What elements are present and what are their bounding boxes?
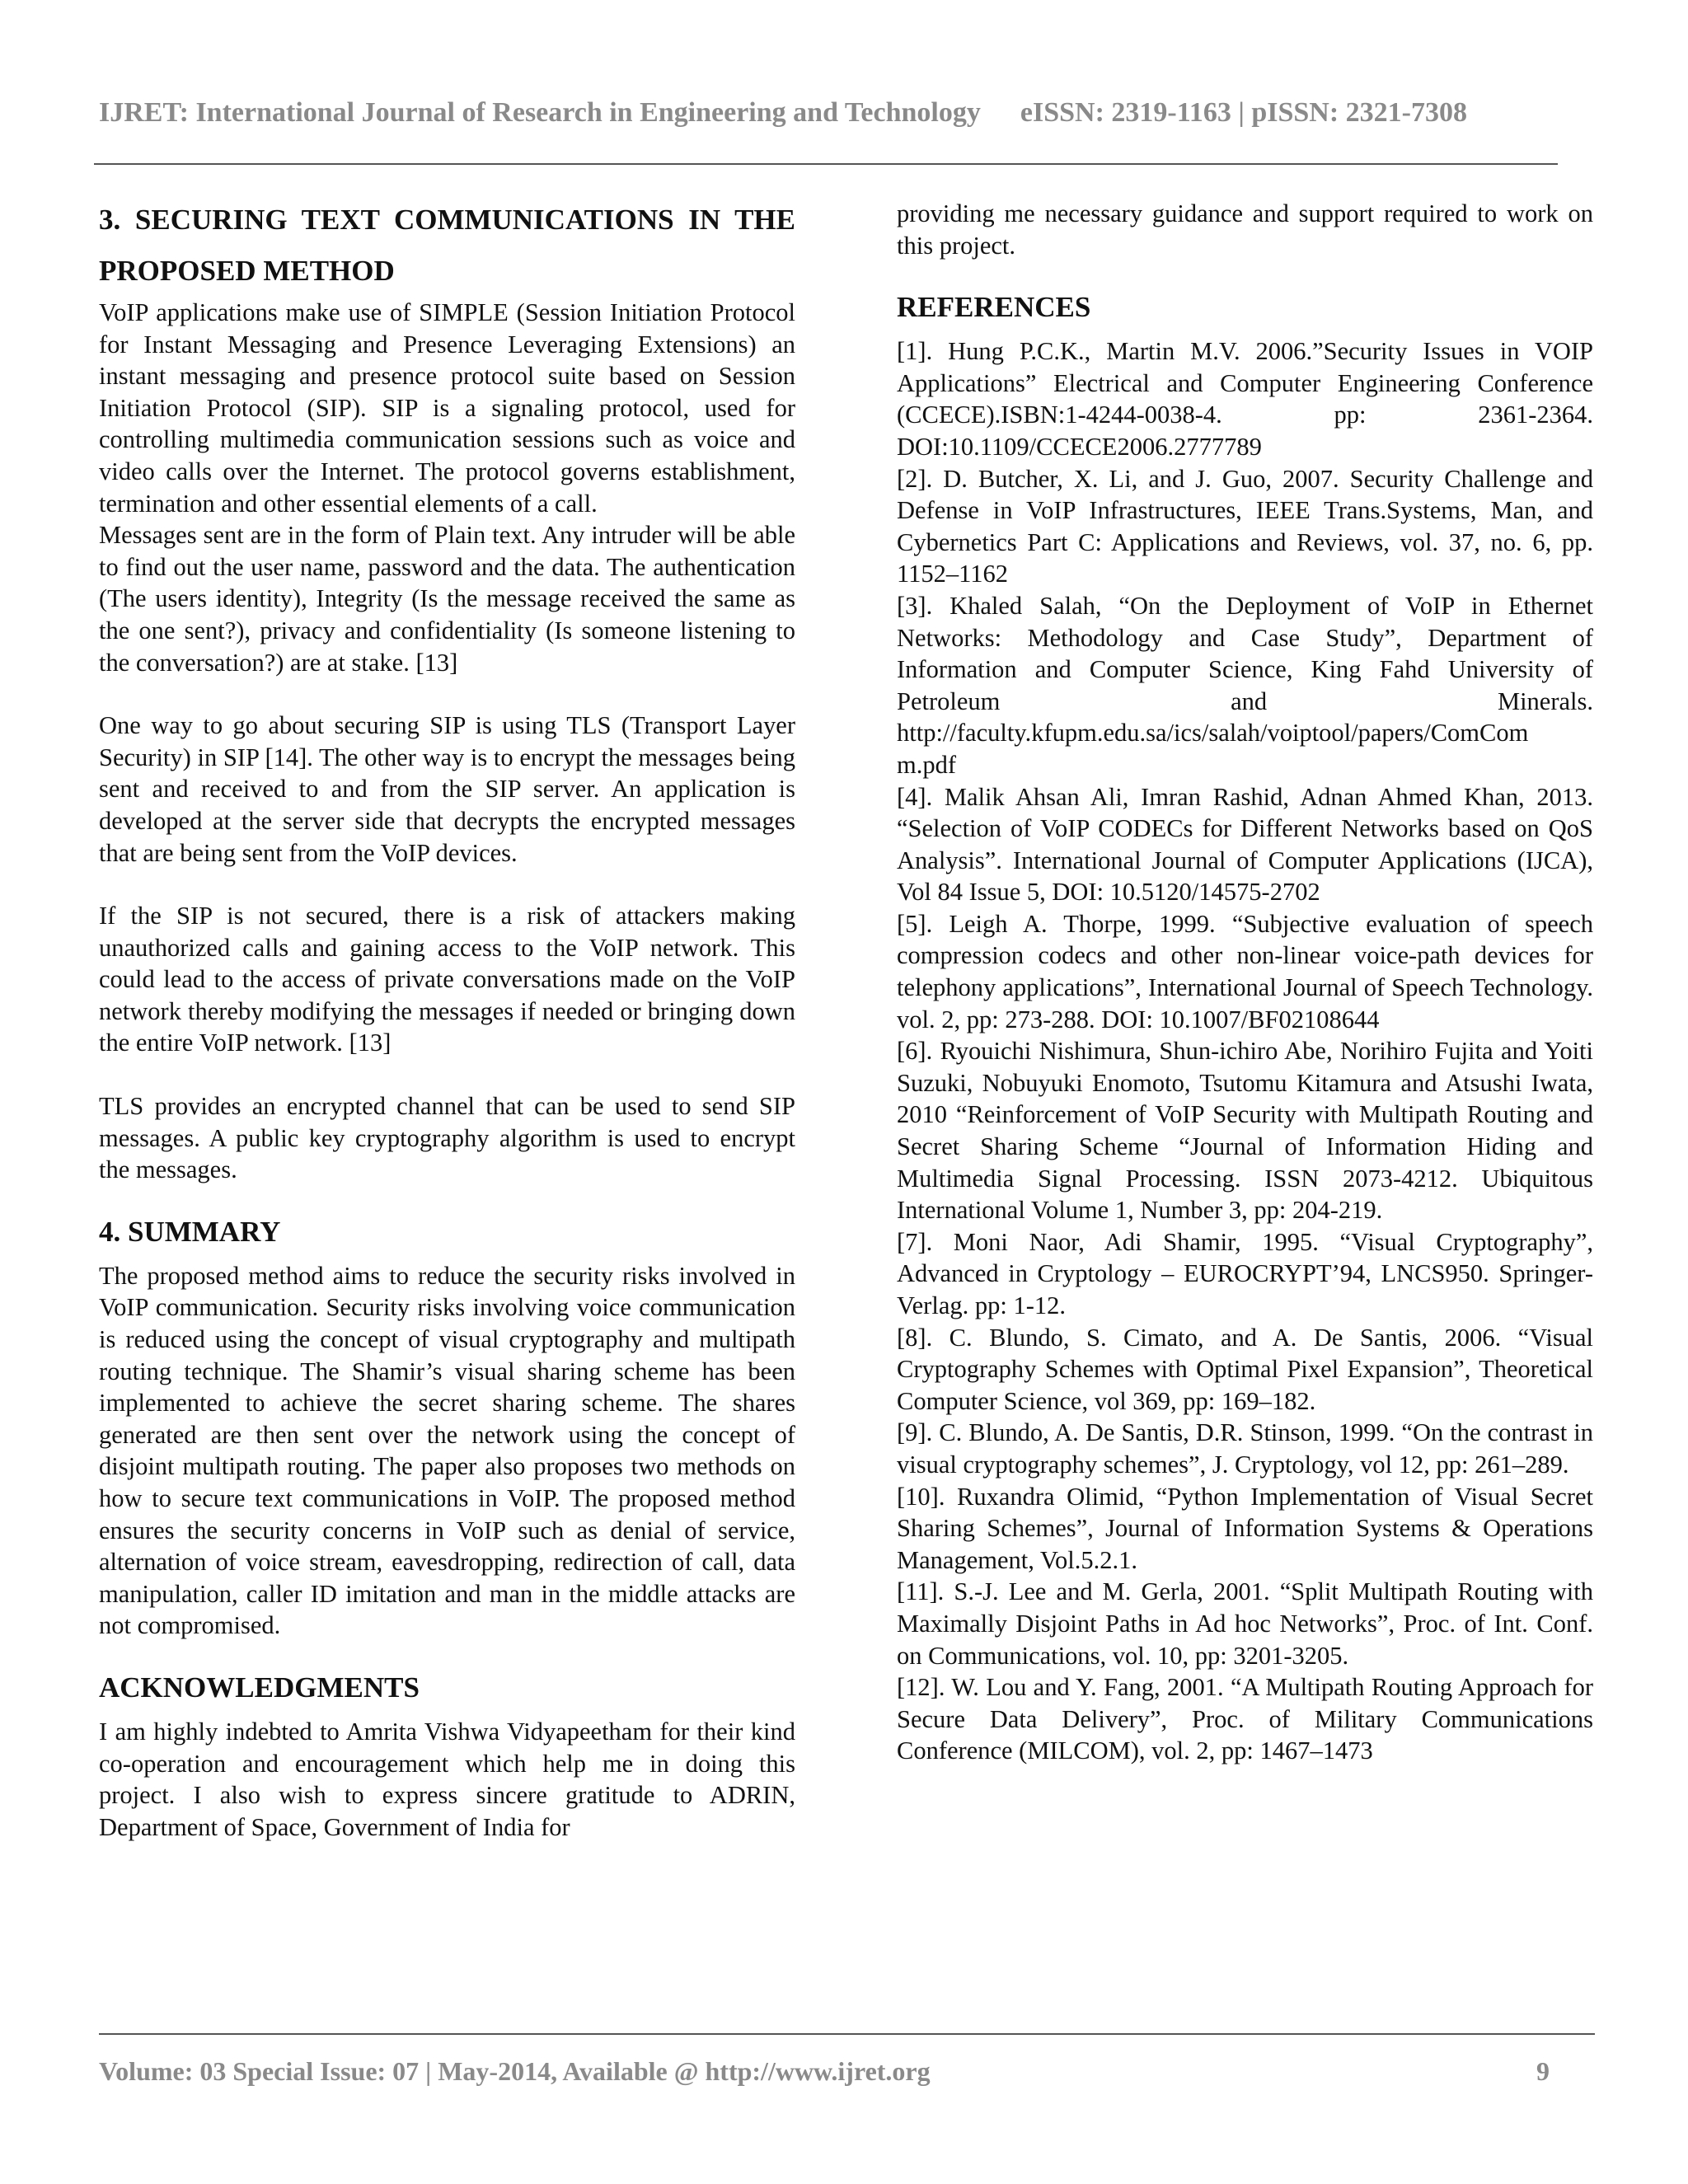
reference-item: [8]. C. Blundo, S. Cimato, and A. De Santis, 2006. “Visual Cryptography Schemes with Optimal Pixel Expansion”, Theoretical Computer Science, vol 369, pp: 169–182.: [897, 1323, 1593, 1415]
footer-rule: [99, 2033, 1595, 2035]
section-3-paragraph-1: VoIP applications make use of SIMPLE (Session Initiation Protocol for Instant Messaging and Presence Leveraging Extensions) an instant messaging and presence protocol suite based on Session Initiation Protocol (SIP). SIP is a signaling protocol, used for controlling multimedia communication sessions such as voice and video calls over the Internet. The protocol governs establishment, termination and other essential elements of a call.: [99, 298, 795, 518]
header-rule: [94, 163, 1558, 165]
left-column: [99, 198, 795, 1843]
section-3-paragraph-4: If the SIP is not secured, there is a risk of attackers making unauthorized calls and gaining access to the VoIP network. This could lead to the access of private conversations made on the VoIP network thereby modifying the messages if needed or bringing down the entire VoIP network. [13]: [99, 902, 795, 1057]
reference-item: [2]. D. Butcher, X. Li, and J. Guo, 2007. Security Challenge and Defense in VoIP Infrastructures, IEEE Trans.Systems, Man, and Cybernetics Part C: Applications and Reviews, vol. 37, no. 6, pp. 1152–1162: [897, 464, 1593, 588]
page-number: 9: [1536, 2056, 1550, 2086]
section-4-heading: 4. SUMMARY: [99, 1215, 281, 1248]
reference-item: [5]. Leigh A. Thorpe, 1999. “Subjective evaluation of speech compression codecs and other non-linear voice-path devices for telephony applications”, International Journal of Speech Technology. vol. 2, pp: 273-288. DOI: 10.1007/BF02108644: [897, 909, 1593, 1033]
reference-item: [1]. Hung P.C.K., Martin M.V. 2006.”Security Issues in VOIP Applications” Electrical and Computer Engineering Conference (CCECE).ISBN:1-4244-0038-4. pp: 2361-2364. DOI:10.1109/CCECE2006.2777789: [897, 337, 1593, 461]
acknowledgments-heading: ACKNOWLEDGMENTS: [99, 1671, 420, 1704]
summary-paragraph: The proposed method aims to reduce the security risks involved in VoIP communication. Security risks involving voice communication is reduced using the concept of visual cryptography and multipath routing technique. The Shamir’s visual sharing scheme has been implemented to achieve the secret sharing scheme. The shares generated are then sent over the network using the concept of disjoint multipath routing. The paper also proposes two methods on how to secure text communications in VoIP. The proposed method ensures the security concerns in VoIP such as denial of service, alternation of voice stream, eavesdropping, redirection of call, data manipulation, caller ID imitation and man in the middle attacks are not compromised.: [99, 1261, 795, 1640]
reference-item: [7]. Moni Naor, Adi Shamir, 1995. “Visual Cryptography”, Advanced in Cryptology – EUROCRYPT’94, LNCS950. Springer-Verlag. pp: 1-12.: [897, 1227, 1593, 1319]
issn: eISSN: 2319-1163 | pISSN: 2321-7308: [1020, 97, 1467, 128]
section-3-paragraph-3: One way to go about securing SIP is using TLS (Transport Layer Security) in SIP [14]. The other way is to encrypt the messages being sent and received to and from the SIP server. An application is developed at the server side that decrypts the encrypted messages that are being sent from the VoIP devices.: [99, 711, 795, 867]
right-column: [897, 198, 1593, 1767]
journal-title: IJRET: International Journal of Research in Engineering and Technology: [99, 97, 981, 128]
reference-item: [4]. Malik Ahsan Ali, Imran Rashid, Adnan Ahmed Khan, 2013. “Selection of VoIP CODECs for Different Networks based on QoS Analysis”. International Journal of Computer Applications (IJCA), Vol 84 Issue 5, DOI: 10.5120/14575-2702: [897, 782, 1593, 907]
reference-item: [3]. Khaled Salah, “On the Deployment of VoIP in Ethernet Networks: Methodology and Case Study”, Department of Information and Computer Science, King Fahd University of Petroleum and Minerals. http://faculty.kfupm.edu.sa/ics/salah/voiptool/papers/ComCom m.pdf: [897, 591, 1593, 779]
reference-item: [6]. Ryouichi Nishimura, Shun-ichiro Abe, Norihiro Fujita and Yoiti Suzuki, Nobuyuki Enomoto, Tsutomu Kitamura and Atsushi Iwata, 2010 “Reinforcement of VoIP Security with Multipath Routing and Secret Sharing Scheme “Journal of Information Hiding and Multimedia Signal Processing. ISSN 2073-4212. Ubiquitous International Volume 1, Number 3, pp: 204-219.: [897, 1037, 1593, 1225]
reference-item: [10]. Ruxandra Olimid, “Python Implementation of Visual Secret Sharing Schemes”, Journal of Information Systems & Operations Management, Vol.5.2.1.: [897, 1482, 1593, 1574]
references-heading: REFERENCES: [897, 291, 1091, 324]
reference-item: [12]. W. Lou and Y. Fang, 2001. “A Multipath Routing Approach for Secure Data Delivery”, Proc. of Military Communications Conference (MILCOM), vol. 2, pp: 1467–1473: [897, 1673, 1593, 1765]
acknowledgments-paragraph-part1: I am highly indebted to Amrita Vishwa Vidyapeetham for their kind co-operation and encouragement which help me in doing this project. I also wish to express sincere gratitude to ADRIN, Department of Space, Government of India for: [99, 1717, 795, 1841]
section-3-paragraph-2: Messages sent are in the form of Plain text. Any intruder will be able to find out the user name, password and the data. The authentication (The users identity), Integrity (Is the message received the same as the one sent?), privacy and confidentiality (Is someone listening to the conversation?) are at stake. [13]: [99, 521, 795, 677]
footer-text: Volume: 03 Special Issue: 07 | May-2014, Available @ http://www.ijret.org: [99, 2056, 931, 2086]
section-3-paragraph-5: TLS provides an encrypted channel that can be used to send SIP messages. A public key cryptography algorithm is used to encrypt the messages.: [99, 1092, 795, 1184]
reference-item: [11]. S.-J. Lee and M. Gerla, 2001. “Split Multipath Routing with Maximally Disjoint Paths in Ad hoc Networks”, Proc. of Int. Conf. on Communications, vol. 10, pp: 3201-3205.: [897, 1577, 1593, 1670]
acknowledgments-paragraph-part2: providing me necessary guidance and support required to work on this project.: [897, 199, 1593, 260]
running-header: [99, 97, 1582, 129]
section-3-heading: 3. SECURING TEXT COMMUNICATIONS IN THE PROPOSED METHOD: [99, 204, 795, 287]
reference-item: [9]. C. Blundo, A. De Santis, D.R. Stinson, 1999. “On the contrast in visual cryptography schemes”, J. Cryptology, vol 12, pp: 261–289.: [897, 1418, 1593, 1479]
running-footer: [99, 2056, 1550, 2087]
